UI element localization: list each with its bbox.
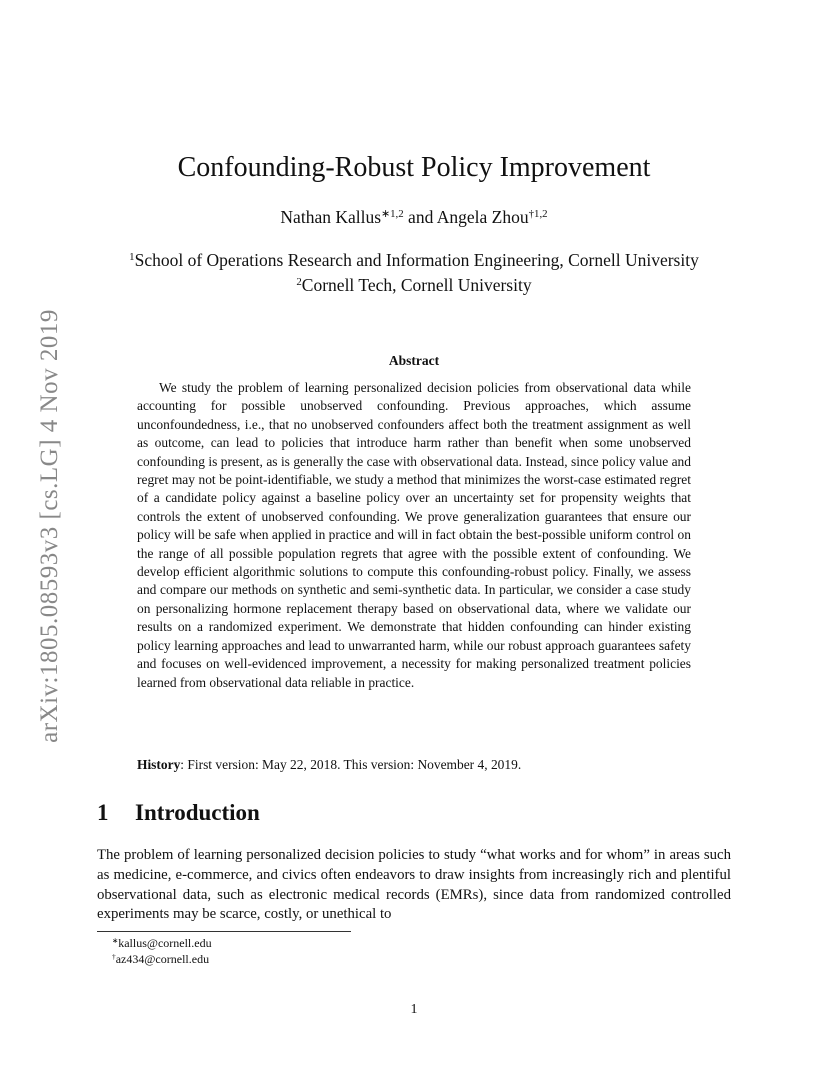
author-name: Angela Zhou bbox=[436, 207, 529, 227]
affiliation-mark: 2 bbox=[296, 276, 302, 289]
section-title: Introduction bbox=[135, 800, 260, 825]
section-heading bbox=[97, 800, 260, 826]
affiliation bbox=[0, 250, 828, 271]
author-name: Nathan Kallus bbox=[280, 207, 382, 227]
affiliation-text: Cornell Tech, Cornell University bbox=[301, 275, 532, 295]
author-conjunction: and bbox=[403, 207, 437, 227]
footnote-rule bbox=[97, 931, 351, 932]
affiliation-text: School of Operations Research and Information Engineering, Cornell University bbox=[134, 250, 699, 270]
page-number: 1 bbox=[410, 1002, 418, 1017]
paper-title: Confounding-Robust Policy Improvement bbox=[177, 152, 651, 183]
section-body: The problem of learning personalized decision policies to study “what works and for whom” in areas such as medicine, e-commerce, and civics often endeavors to draw insights from increasingly rich and plentiful observational data, such as electronic medical records (EMRs), since data from randomized controlled experiments may be scarce, costly, or unethical to bbox=[97, 847, 731, 923]
author-line bbox=[0, 207, 828, 228]
author-marks: †1,2 bbox=[528, 208, 548, 221]
footnote-email: kallus@cornell.edu bbox=[118, 936, 212, 950]
abstract-body: We study the problem of learning personalized decision policies from observational data while accounting for possible unobserved confounding. Previous approaches, which assume unconfoundedness, i.e., that no unobserved confounders affect both the treatment assignment as well as outcome, can lead to policies that introduce harm rather than benefit when some unobserved confounding is present, as is generally the case with observational data. Instead, since policy value and regret may not be point-identifiable, we study a method that minimizes the worst-case estimated regret of a candidate policy against a baseline policy over an uncertainty set for propensity weights that controls the extent of unobserved confounding. We prove generalization guarantees that ensure our policy will be safe when applied in practice and will in fact obtain the best-possible uniform control on the range of all possible population regrets that agree with the possible extent of confounding. We develop efficient algorithmic solutions to compute this confounding-robust policy. Finally, we assess and compare our methods on synthetic and semi-synthetic data. In particular, we consider a case study on personalizing hormone replacement therapy based on observational data, where we validate our results on a randomized experiment. We demonstrate that hidden confounding can hinder existing policy learning approaches and lead to unwarranted harm, while our robust approach guarantees safety and focuses on well-evidenced improvement, a necessity for making personalized treatment policies learned from observational data reliable in practice. bbox=[137, 380, 691, 690]
affiliation-mark: 1 bbox=[129, 251, 135, 264]
author-marks: ∗1,2 bbox=[381, 208, 404, 221]
section-number: 1 bbox=[97, 800, 109, 825]
affiliation bbox=[0, 275, 828, 296]
footnote-mark: ∗ bbox=[112, 935, 119, 945]
abstract-heading: Abstract bbox=[388, 353, 440, 368]
footnote bbox=[112, 952, 209, 967]
history-text: : First version: May 22, 2018. This version: November 4, 2019. bbox=[180, 757, 522, 772]
footnote-mark: † bbox=[112, 951, 116, 961]
footnote-email: az434@cornell.edu bbox=[115, 952, 210, 966]
footnote bbox=[112, 936, 212, 951]
history-label: History bbox=[137, 757, 181, 772]
history-line bbox=[137, 757, 691, 773]
arxiv-stamp: arXiv:1805.08593v3 [cs.LG] 4 Nov 2019 bbox=[36, 309, 63, 743]
